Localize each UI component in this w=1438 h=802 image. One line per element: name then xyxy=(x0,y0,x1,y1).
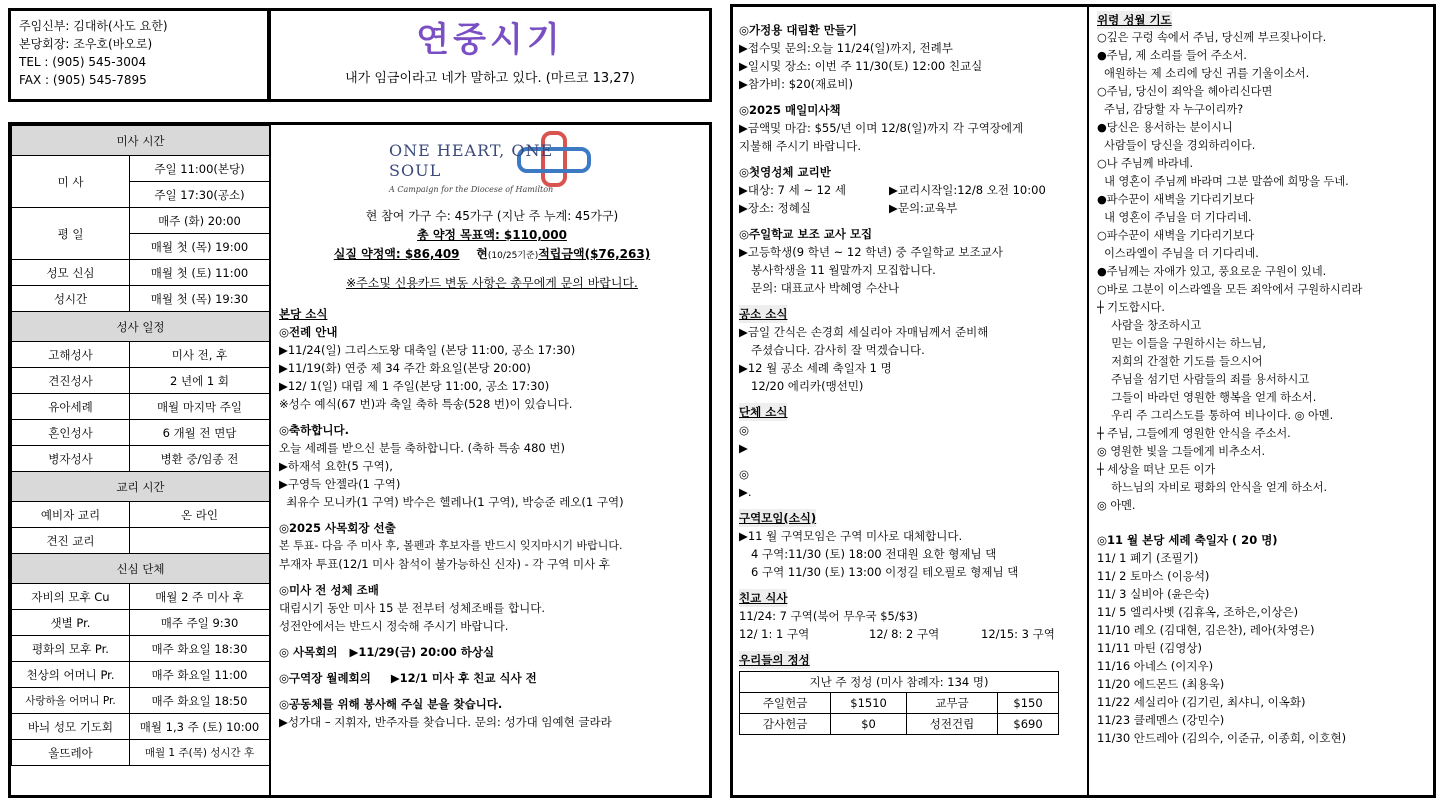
news-line: ◎축하합니다. xyxy=(279,423,349,437)
ann-line: 4 구역:11/30 (토) 18:00 전대원 요한 형제님 댁 xyxy=(751,547,997,561)
offering-cell: $150 xyxy=(998,693,1059,714)
sched-value: 매월 첫 (목) 19:00 xyxy=(130,234,270,260)
grp-value: 매월 2 주 미사 후 xyxy=(130,584,270,610)
ann-line: ▶12 월 공소 세례 축일자 1 명 xyxy=(739,361,892,375)
ann-line: ▶금일 간식은 손경희 세실리아 자매님께서 준비해 xyxy=(739,325,989,339)
ann-line: 지불해 주시기 바랍니다. xyxy=(739,139,862,153)
ann-row xyxy=(739,199,1081,217)
sched-value: 매주 (화) 20:00 xyxy=(130,208,270,234)
ann-line: ▶장소: 정혜실 xyxy=(739,201,811,215)
logo-subtext: A Campaign for the Diocese of Hamilton xyxy=(389,185,554,194)
pledge-amount: 실질 약정액: $86,409 xyxy=(333,247,460,261)
sched-label: 평 일 xyxy=(12,208,130,260)
news-line: ▶11/19(화) 연중 제 34 주간 화요일(본당 20:00) xyxy=(279,361,531,375)
list-line: 내 영혼이 주님을 더 기다리네. xyxy=(1097,211,1252,224)
sac-label: 혼인성사 xyxy=(12,420,130,446)
ann-line: 12/ 8: 2 구역 xyxy=(869,627,940,641)
right-main-box xyxy=(730,4,1436,798)
section-header: 우리들의 정성 xyxy=(739,653,810,667)
offering-cell: $1510 xyxy=(831,693,907,714)
list-line: 11/11 마틴 (김영상) xyxy=(1097,641,1202,655)
list-line: 주님, 감당할 자 누구이리까? xyxy=(1097,103,1244,116)
sched-value: 매월 첫 (목) 19:30 xyxy=(130,286,270,312)
news-line: 부재자 투표(12/1 미사 참석이 불가능하신 신자) - 각 구역 미사 후 xyxy=(279,557,611,571)
doc-value: 온 라인 xyxy=(130,502,270,528)
list-line: 사람들이 당신을 경외하리이다. xyxy=(1097,139,1256,152)
list-line: 11/20 에드몬드 (최용욱) xyxy=(1097,677,1225,691)
grp-value: 매주 화요일 18:50 xyxy=(130,688,270,714)
list-line: 하느님의 자비로 평화의 안식을 얻게 하소서. xyxy=(1097,481,1328,494)
news-line: ▶성가대 – 지휘자, 반주자를 찾습니다. 문의: 성가대 임예현 글라라 xyxy=(279,715,612,729)
ann-line: ◎ xyxy=(739,423,750,437)
list-line: ●당신은 용서하는 분이시니 xyxy=(1097,121,1233,134)
ann-line: ▶11 월 구역모임은 구역 미사로 대체합니다. xyxy=(739,529,963,543)
ann-line: 11/24: 7 구역(북어 무우국 $5/$3) xyxy=(739,609,918,623)
list-line: ┼ 주님, 그들에게 영원한 안식을 주소서. xyxy=(1097,427,1291,440)
info-line: 주임신부: 김대하(사도 요한) xyxy=(19,19,168,33)
grp-label: 자비의 모후 Cu xyxy=(12,584,130,610)
participants: 현 참여 가구 수: 45가구 (지난 주 누계: 45가구) xyxy=(365,209,619,223)
sac-value: 병환 중/임종 전 xyxy=(130,446,270,472)
news-header: 본당 소식 xyxy=(279,307,328,321)
info-line: FAX : (905) 545-7895 xyxy=(19,73,147,87)
list-line: ┼ 세상을 떠난 모든 이가 xyxy=(1097,463,1216,476)
news-line: 최유수 모니카(1 구역) 박수은 헬레나(1 구역), 박승준 레오(1 구역) xyxy=(279,495,624,509)
doctrine-header: 교리 시간 xyxy=(12,472,270,502)
list-line: 11/30 안드레아 (김의수, 이준규, 이종희, 이호현) xyxy=(1097,731,1347,745)
info-line: 본당회장: 조우호(바오로) xyxy=(19,37,153,51)
ann-line: ▶일시및 장소: 이번 주 11/30(토) 12:00 친교실 xyxy=(739,59,983,73)
pledge-date: (10/25기준) xyxy=(487,251,539,261)
list-line: 11/22 세실리아 (김기린, 최샤니, 이옥화) xyxy=(1097,695,1306,709)
offering-table xyxy=(739,671,1059,735)
list-line: ◎ 영원한 빛을 그들에게 비추소서. xyxy=(1097,445,1266,458)
ann-line: 12/ 1: 1 구역 xyxy=(739,627,810,641)
mass-header: 미사 시간 xyxy=(12,126,270,156)
list-line: 11/ 2 토마스 (이응석) xyxy=(1097,569,1210,583)
sched-value: 주일 11:00(본당) xyxy=(130,156,270,182)
prayer-lines xyxy=(1097,29,1427,515)
info-line: TEL : (905) 545-3004 xyxy=(19,55,147,69)
news-line: 본 투표- 다음 주 미사 후, 볼펜과 후보자를 반드시 잊지마시기 바랍니다. xyxy=(279,539,623,552)
sched-label: 성모 신심 xyxy=(12,260,130,286)
list-line: 우리 주 그리스도를 통하여 비나이다. ◎ 아멘. xyxy=(1097,409,1334,422)
list-line: ◎ 아멘. xyxy=(1097,499,1136,512)
ann-line: ◎주일학교 보조 교사 모집 xyxy=(739,227,873,241)
news-line: ◎ 사목회의 ▶11/29(금) 20:00 하상실 xyxy=(279,645,495,659)
list-line: 주님을 섬기던 사람들의 죄를 용서하시고 xyxy=(1097,373,1310,386)
news-line: ▶12/ 1(일) 대림 제 1 주일(본당 11:00, 공소 17:30) xyxy=(279,379,550,393)
grp-value: 매주 화요일 18:30 xyxy=(130,636,270,662)
news-line: ※성수 예식(67 번)과 축일 축하 특송(528 번)이 있습니다. xyxy=(279,397,573,411)
list-line: 믿는 이들을 구원하시는 하느님, xyxy=(1097,337,1266,350)
sched-label: 미 사 xyxy=(12,156,130,208)
grp-label: 바늬 성모 기도회 xyxy=(12,714,130,740)
news-line: ▶11/24(일) 그리스도왕 대축일 (본당 11:00, 공소 17:30) xyxy=(279,343,576,357)
ann-line: 12/15: 3 구역 xyxy=(981,627,1055,641)
pledge-saved: 적립금액($76,263) xyxy=(538,247,651,261)
list-line: 그들이 바라던 영원한 행복을 얻게 하소서. xyxy=(1097,391,1317,404)
list-line: ●주님, 제 소리를 들어 주소서. xyxy=(1097,49,1247,62)
sac-label: 병자성사 xyxy=(12,446,130,472)
campaign-stats xyxy=(279,207,705,293)
offering-cell: 주일헌금 xyxy=(740,693,831,714)
ann-line: ▶참가비: $20(재료비) xyxy=(739,77,853,91)
sac-label: 유아세례 xyxy=(12,394,130,420)
list-line: 11/10 레오 (김대현, 김은찬), 레아(차영은) xyxy=(1097,623,1315,637)
ann-line: 문의: 대표교사 박혜영 수산나 xyxy=(751,281,900,295)
parish-info-box xyxy=(8,8,270,102)
grp-label: 천상의 어머니 Pr. xyxy=(12,662,130,688)
sched-value: 주일 17:30(공소) xyxy=(130,182,270,208)
news-line: ▶하재석 요한(5 구역), xyxy=(279,459,393,473)
news-line: ◎구역장 월례회의 ▶12/1 미사 후 친교 식사 전 xyxy=(279,671,537,685)
pledge-line xyxy=(279,245,705,266)
ann-line: ◎첫영성체 교리반 xyxy=(739,165,831,179)
ann-line: ▶교리시작일:12/8 오전 10:00 xyxy=(889,183,1046,197)
sac-label: 고해성사 xyxy=(12,342,130,368)
ann-line: ▶대상: 7 세 ~ 12 세 xyxy=(739,183,847,197)
campaign-note: ※주소및 신용카드 변동 사항은 총무에게 문의 바랍니다. xyxy=(346,276,638,290)
offering-cell: $690 xyxy=(998,714,1059,735)
list-line: 애원하는 제 소리에 당신 귀를 기울이소서. xyxy=(1097,67,1310,80)
list-line: ┼ 기도합시다. xyxy=(1097,301,1165,314)
prayer-col xyxy=(1091,7,1433,795)
ann-line: 12/20 에리카(맹선민) xyxy=(751,379,864,393)
news-line: 오늘 세례를 받으신 분들 축하합니다. (축하 특송 480 번) xyxy=(279,441,566,455)
offering-cell: 감사헌금 xyxy=(740,714,831,735)
logo-text: ONE HEART, ONE SOUL xyxy=(389,141,554,180)
campaign-logo xyxy=(279,127,705,207)
campaign-and-news xyxy=(273,125,711,795)
ann-line: 주셨습니다. 감사히 잘 먹겠습니다. xyxy=(751,343,925,357)
grp-value: 매주 주일 9:30 xyxy=(130,610,270,636)
ann-line: ▶. xyxy=(739,485,752,499)
sac-value: 매월 마지막 주일 xyxy=(130,394,270,420)
list-line: 11/ 5 엘리사벳 (김휴옥, 조하은,이상은) xyxy=(1097,605,1299,619)
sac-label: 견진성사 xyxy=(12,368,130,394)
offering-cell: 성전건립 xyxy=(906,714,997,735)
section-header: 구역모임(소식) xyxy=(739,511,817,525)
sac-value: 2 년에 1 회 xyxy=(130,368,270,394)
ann-line: ▶고등학생(9 학년 ~ 12 학년) 중 주일학교 보조교사 xyxy=(739,245,1003,259)
ann-line: ◎ xyxy=(739,467,750,481)
list-line: ○주님, 당신이 죄악을 헤아리신다면 xyxy=(1097,85,1273,98)
sched-value: 매월 첫 (토) 11:00 xyxy=(130,260,270,286)
pledge-now: 현 xyxy=(476,247,488,261)
list-line: 사람을 창조하시고 xyxy=(1097,319,1202,332)
news-line: 대림시기 동안 미사 15 분 전부터 성체조배를 합니다. xyxy=(279,601,546,615)
news-line: ◎공동체를 위해 봉사해 주실 분을 찾습니다. xyxy=(279,697,503,711)
ann-line: 6 구역 11/30 (토) 13:00 이정길 테오필로 형제님 댁 xyxy=(751,565,1019,579)
page-title: 연중시기 xyxy=(416,20,564,60)
list-line: 11/ 1 폐기 (조필기) xyxy=(1097,551,1199,565)
offering-cell: 교무금 xyxy=(906,693,997,714)
news-line: ◎전례 안내 xyxy=(279,325,338,339)
grp-value: 매월 1 주(목) 성시간 후 xyxy=(130,740,270,766)
grp-label: 평화의 모후 Pr. xyxy=(12,636,130,662)
grp-label: 샛별 Pr. xyxy=(12,610,130,636)
goal: 총 약정 목표액: $110,000 xyxy=(417,228,567,242)
offering-caption: 지난 주 정성 (미사 참례자: 134 명) xyxy=(740,672,1059,693)
list-line: 저희의 간절한 기도를 들으시어 xyxy=(1097,355,1263,368)
group-header: 신심 단체 xyxy=(12,554,270,584)
grp-label: 울뜨레아 xyxy=(12,740,130,766)
news-line: ◎미사 전 성체 조배 xyxy=(279,583,379,597)
grp-value: 매월 1,3 주 (토) 10:00 xyxy=(130,714,270,740)
sac-value: 미사 전, 후 xyxy=(130,342,270,368)
list-line: ○파수꾼이 새벽을 기다리기보다 xyxy=(1097,229,1255,242)
list-line: ○바로 그분이 이스라엘을 모든 죄악에서 구원하시리라 xyxy=(1097,283,1363,296)
ann-row xyxy=(739,181,1081,199)
ann-row xyxy=(739,625,1081,643)
sac-value: 6 개월 전 면담 xyxy=(130,420,270,446)
news-line: ◎2025 사목회장 선출 xyxy=(279,521,396,535)
list-line: 11/23 클레멘스 (강민수) xyxy=(1097,713,1225,727)
doc-value xyxy=(130,528,270,554)
gospel-quote: 내가 임금이라고 네가 말하고 있다. (마르코 13,27) xyxy=(345,71,635,86)
baptism-header: ◎11 월 본당 세례 축일자 ( 20 명) xyxy=(1097,533,1278,547)
sched-label: 성시간 xyxy=(12,286,130,312)
list-line: ●주님께는 자애가 있고, 풍요로운 구원이 있네. xyxy=(1097,265,1327,278)
left-main-box xyxy=(8,122,712,798)
ann-line: ▶문의:교육부 xyxy=(889,201,958,215)
ann-line: ▶ xyxy=(739,441,748,455)
list-line: 11/ 3 실비아 (윤은숙) xyxy=(1097,587,1210,601)
title-box xyxy=(268,8,712,102)
section-header: 친교 식사 xyxy=(739,591,788,605)
list-line: 내 영혼이 주님께 바라며 그분 말씀에 희망을 두네. xyxy=(1097,175,1349,188)
ann-line: ◎2025 매일미사책 xyxy=(739,103,841,117)
list-line: ○깊은 구렁 속에서 주님, 당신께 부르짖나이다. xyxy=(1097,31,1327,44)
ann-line: ▶금액및 마감: $55/년 이며 12/8(일)까지 각 구역장에게 xyxy=(739,121,1024,135)
ann-line: ▶접수및 문의:오늘 11/24(일)까지, 전례부 xyxy=(739,41,953,55)
section-header: 공소 소식 xyxy=(739,307,788,321)
baptism-list xyxy=(1097,549,1427,747)
list-line: 11/16 아네스 (이지우) xyxy=(1097,659,1214,673)
grp-value: 매주 화요일 11:00 xyxy=(130,662,270,688)
offering-cell: $0 xyxy=(831,714,907,735)
section-header: 단체 소식 xyxy=(739,405,788,419)
ann-line: ◎가정용 대림환 만들기 xyxy=(739,23,858,37)
doc-label: 견진 교리 xyxy=(12,528,130,554)
schedule-table xyxy=(11,125,271,795)
prayer-header: 위령 성월 기도 xyxy=(1097,13,1172,27)
grp-label: 사랑하올 어머니 Pr. xyxy=(12,688,130,714)
list-line: 이스라엘이 주님을 더 기다리네. xyxy=(1097,247,1259,260)
sacrament-header: 성사 일정 xyxy=(12,312,270,342)
ann-line: 봉사학생을 11 월말까지 모집합니다. xyxy=(751,263,936,277)
announcements-col xyxy=(733,7,1089,795)
news-line: 성전안에서는 반드시 정숙해 주시기 바랍니다. xyxy=(279,619,509,633)
news-line: ▶구영득 안젤라(1 구역) xyxy=(279,477,401,491)
list-line: ○나 주님께 바라네. xyxy=(1097,157,1194,170)
list-line: ●파수꾼이 새벽을 기다리기보다 xyxy=(1097,193,1255,206)
doc-label: 예비자 교리 xyxy=(12,502,130,528)
